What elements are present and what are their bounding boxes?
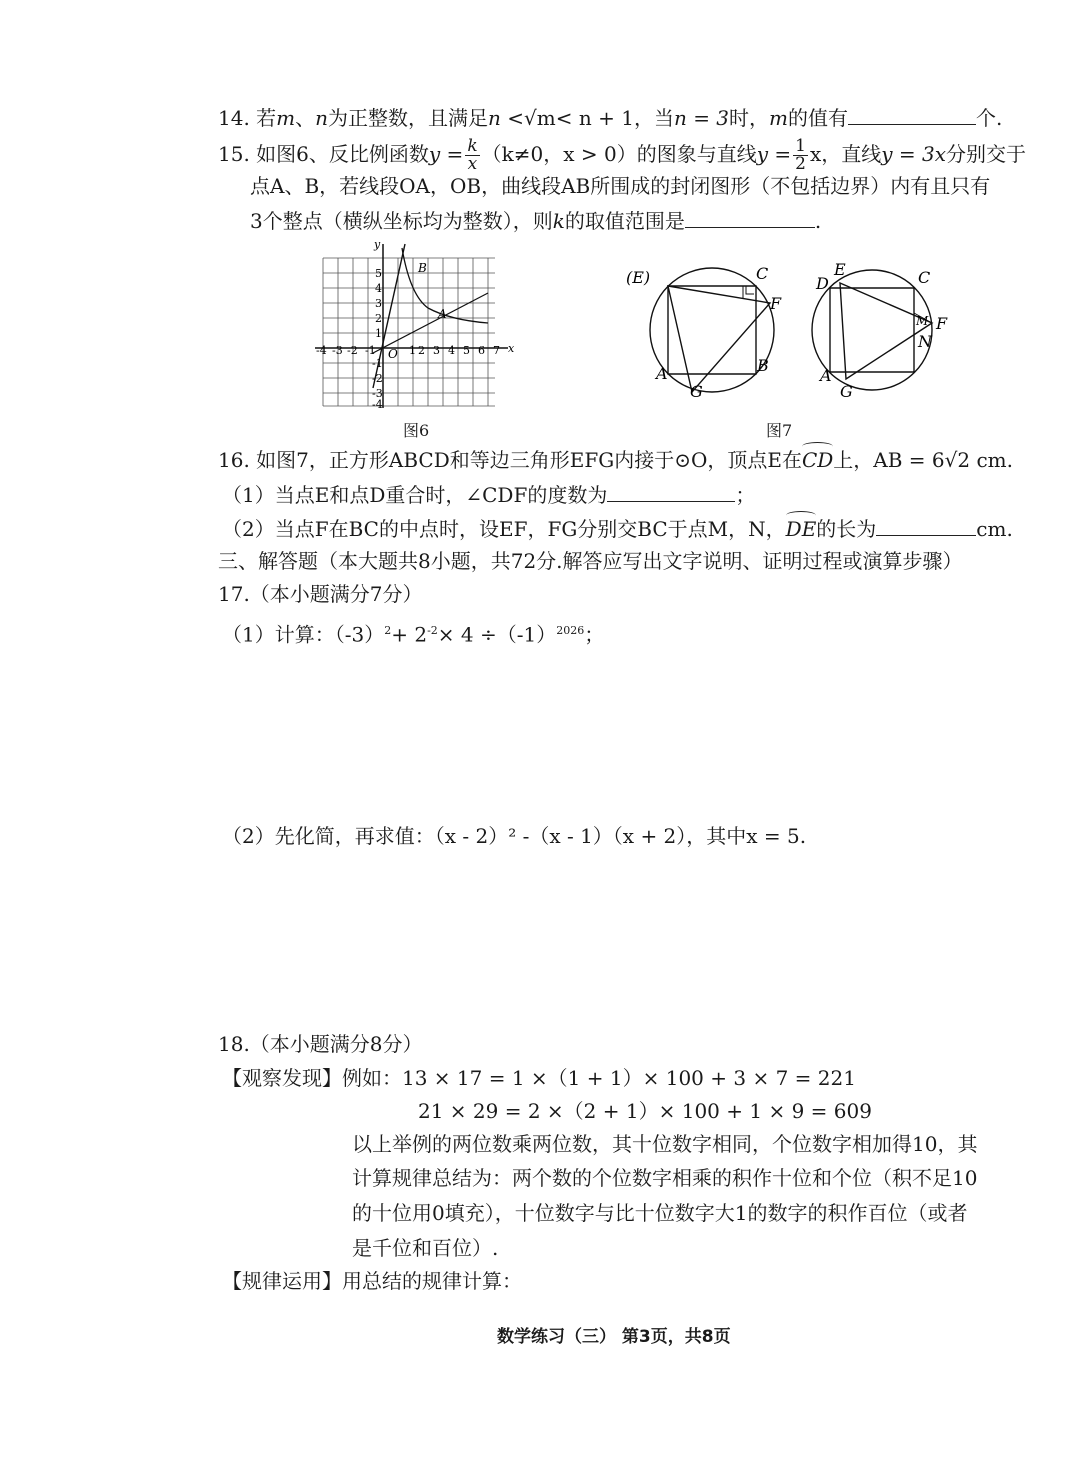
q18-desc-4: 是千位和百位）. bbox=[352, 1236, 499, 1260]
y-tick: 5 bbox=[375, 267, 382, 280]
figure-6-caption: 图6 bbox=[403, 421, 430, 440]
q18-apply: 【规律运用】用总结的规律计算： bbox=[222, 1269, 522, 1293]
figure-6-graph bbox=[310, 240, 530, 410]
text: 时， bbox=[729, 106, 770, 130]
sqrt-2: √2 bbox=[944, 448, 971, 472]
q18-desc-2: 计算规律总结为：两个数的个位数字相乘的积作十位和个位（积不足10 bbox=[352, 1166, 978, 1190]
inequality-left: n < bbox=[488, 106, 525, 130]
numerator: k bbox=[467, 136, 478, 156]
line-y-half-x bbox=[373, 293, 488, 353]
figure-7-caption: 图7 bbox=[766, 421, 793, 440]
x-tick: -3 bbox=[332, 344, 343, 357]
fraction-k-over-x bbox=[465, 138, 479, 173]
text: 的取值范围是 bbox=[564, 209, 685, 233]
exponent: -2 bbox=[427, 624, 438, 637]
q18-observe bbox=[222, 1064, 856, 1092]
text: + 2 bbox=[391, 622, 428, 647]
text: （1）计算：（-3） bbox=[222, 622, 385, 647]
observe-label: 【观察发现】例如： bbox=[222, 1066, 402, 1090]
x-tick: -2 bbox=[347, 344, 358, 357]
section-3-heading: 三、解答题（本大题共8小题，共72分.解答应写出文字说明、证明过程或演算步骤） bbox=[218, 549, 963, 573]
x-tick: -1 bbox=[365, 344, 376, 357]
text: 为正整数，且满足 bbox=[328, 106, 489, 130]
sqrt-m: √m bbox=[524, 106, 556, 130]
y-tick: 2 bbox=[375, 312, 382, 325]
q15-line1 bbox=[218, 138, 1026, 173]
fraction-half bbox=[793, 138, 808, 173]
label-a: A bbox=[820, 366, 832, 385]
x-axis-label: x bbox=[508, 342, 515, 355]
arc-de: DE bbox=[785, 517, 817, 541]
text: x，直线 bbox=[809, 142, 882, 166]
point-a-label: A bbox=[438, 307, 447, 321]
text: 的值有 bbox=[788, 106, 848, 130]
q17-part2: （2）先化简，再求值：（x - 2）² -（x - 1）（x + 2），其中x = 5. bbox=[222, 824, 807, 848]
text: 的长为 bbox=[816, 517, 877, 541]
var-k: k bbox=[552, 209, 565, 233]
text: 分别交于 bbox=[946, 142, 1027, 166]
x-tick: 6 bbox=[478, 344, 485, 357]
x-tick: 3 bbox=[433, 344, 440, 357]
condition: （k≠0，x > 0）的图象与直线 bbox=[481, 142, 757, 166]
figure-7-diagrams bbox=[620, 255, 960, 410]
y-tick: 3 bbox=[375, 297, 382, 310]
q18-example-2: 21 × 29 = 2 ×（2 + 1）× 100 + 1 × 9 = 609 bbox=[418, 1099, 872, 1123]
right-diagram-labels bbox=[815, 260, 948, 401]
label-d: D bbox=[816, 274, 829, 293]
answer-blank-q16-1[interactable] bbox=[607, 481, 735, 502]
text: 个. bbox=[976, 106, 1003, 130]
example-1: 13 × 17 = 1 ×（1 + 1）× 100 + 3 × 7 = 221 bbox=[402, 1066, 856, 1090]
text: ； bbox=[584, 622, 605, 647]
denominator: x bbox=[467, 154, 478, 174]
exponent: 2026 bbox=[556, 624, 585, 637]
y-equals: y = bbox=[756, 142, 792, 166]
answer-blank-q14[interactable] bbox=[848, 104, 976, 125]
text: × 4 ÷（-1） bbox=[437, 622, 557, 647]
label-b: B bbox=[757, 356, 769, 375]
x-tick: 4 bbox=[448, 344, 455, 357]
text: 上，AB = 6 bbox=[833, 448, 945, 472]
y-tick: 4 bbox=[375, 282, 382, 295]
label-n: N bbox=[918, 332, 932, 351]
y-tick-labels bbox=[372, 267, 383, 410]
label-e: E bbox=[834, 260, 846, 279]
point-b-label: B bbox=[418, 261, 427, 275]
text: 3个整点（横纵坐标均为整数），则 bbox=[250, 209, 553, 233]
q18-title: 18.（本小题满分8分） bbox=[218, 1032, 423, 1056]
text: 、 bbox=[295, 106, 316, 130]
numerator: 1 bbox=[795, 136, 806, 156]
origin-label: O bbox=[388, 347, 398, 361]
var-m: m bbox=[769, 106, 788, 130]
q17-title: 17.（本小题满分7分） bbox=[218, 582, 423, 606]
denominator: 2 bbox=[795, 154, 806, 174]
x-tick: 7 bbox=[493, 344, 500, 357]
q15-line2: 点A、B，若线段OA，OB，曲线段AB所围成的封闭图形（不包括边界）内有且只有 bbox=[250, 174, 991, 198]
x-tick-labels bbox=[316, 344, 500, 357]
line-eq: y = 3x bbox=[881, 142, 947, 166]
text: （2）当点F在BC的中点时，设EF，FG分别交BC于点M，N， bbox=[222, 517, 786, 541]
x-tick: 2 bbox=[418, 344, 425, 357]
x-tick: 1 bbox=[409, 344, 416, 357]
y-equals: y = bbox=[428, 142, 464, 166]
y-axis-label: y bbox=[374, 240, 381, 251]
grid bbox=[323, 258, 495, 406]
label-g: G bbox=[840, 382, 853, 401]
q18-desc-3: 的十位用0填充），十位数字与比十位数字大1的数字的积作百位（或者 bbox=[352, 1201, 968, 1225]
label-m: M bbox=[916, 314, 929, 328]
page-footer: 数学练习（三） 第3页，共8页 bbox=[497, 1327, 731, 1347]
arc-cd: CD bbox=[801, 448, 834, 472]
q16-part2 bbox=[222, 515, 1013, 543]
y-tick: 1 bbox=[375, 327, 382, 340]
text: cm. bbox=[970, 448, 1013, 472]
text: 14. 若 bbox=[218, 106, 277, 130]
y-tick: -3 bbox=[372, 387, 383, 400]
y-tick: -4 bbox=[372, 398, 383, 410]
x-tick: 5 bbox=[463, 344, 470, 357]
var-n: n bbox=[315, 106, 329, 130]
q15-line3 bbox=[250, 207, 821, 235]
answer-blank-q16-2[interactable] bbox=[876, 515, 976, 536]
label-f: F bbox=[770, 294, 782, 313]
label-g: G bbox=[690, 382, 703, 401]
exponent: 2 bbox=[384, 624, 392, 637]
y-tick: -2 bbox=[372, 372, 383, 385]
n-equals: n = 3 bbox=[673, 106, 730, 130]
q16-part1 bbox=[222, 481, 755, 509]
label-e: (E) bbox=[626, 268, 651, 287]
label-c: C bbox=[756, 264, 769, 283]
q17-part1 bbox=[222, 617, 604, 649]
q14-line bbox=[218, 104, 1002, 132]
answer-blank-q15[interactable] bbox=[685, 207, 815, 228]
q16-line1 bbox=[218, 446, 1013, 474]
label-a: A bbox=[656, 364, 668, 383]
y-tick: -1 bbox=[372, 357, 383, 370]
inequality-right: < n + 1，当 bbox=[555, 106, 674, 130]
text: cm. bbox=[976, 517, 1013, 541]
text: （1）当点E和点D重合时，∠CDF的度数为 bbox=[222, 483, 608, 507]
q18-desc-1: 以上举例的两位数乘两位数，其十位数字相同，个位数字相加得10，其 bbox=[352, 1132, 978, 1156]
label-f: F bbox=[936, 314, 948, 333]
text: 15. 如图6、反比例函数 bbox=[218, 142, 429, 166]
left-circle-diagram bbox=[650, 268, 774, 392]
text: ； bbox=[735, 483, 756, 507]
x-tick: -4 bbox=[316, 344, 327, 357]
var-m: m bbox=[276, 106, 296, 130]
text: . bbox=[814, 209, 822, 233]
text: 16. 如图7，正方形ABCD和等边三角形EFG内接于⊙O，顶点E在 bbox=[218, 448, 802, 472]
label-c: C bbox=[918, 268, 931, 287]
